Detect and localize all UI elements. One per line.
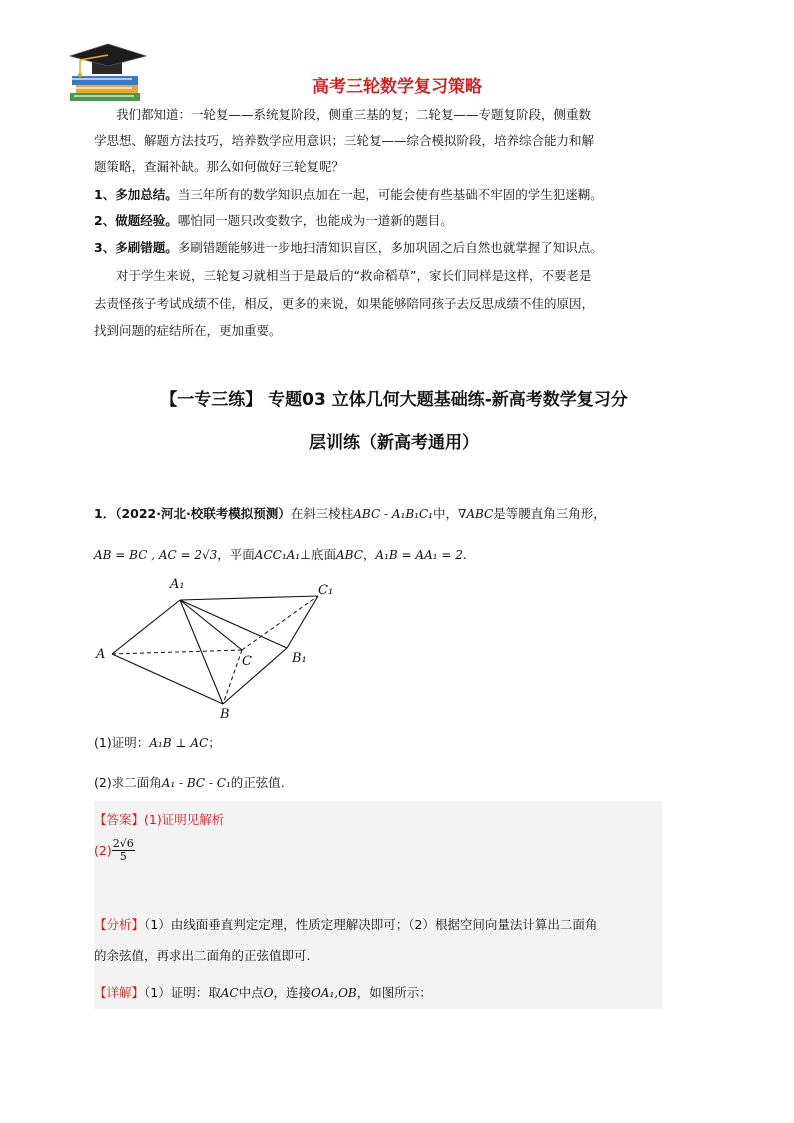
- math-triangle: ∇ABC: [457, 507, 494, 521]
- math-oa-ob: OA₁,OB: [310, 986, 357, 1000]
- tip-heading: 1、多加总结。: [94, 187, 178, 202]
- tip-1: [94, 188, 603, 202]
- analysis-text: （1）由线面垂直判定定理，性质定理解决即可；（2）根据空间向量法计算出二面角: [144, 917, 598, 932]
- answer-prefix: (2): [94, 843, 112, 858]
- intro-line: 对于学生来说，三轮复习就相当于是最后的“救命稻草”，家长们同样是这样，不要老是: [116, 268, 592, 283]
- analysis-label: 【分析】: [94, 917, 145, 932]
- math-statement: A₁ - BC - C₁: [161, 776, 231, 790]
- detail-text: ，连接: [273, 985, 311, 1000]
- question-source: （2022·河北·校联考模拟预测）: [115, 506, 291, 521]
- detail-text: （1）证明：取: [144, 985, 221, 1000]
- math-o: O: [263, 986, 274, 1000]
- answer-label: 【答案】: [94, 812, 145, 827]
- answer-fraction: [112, 838, 135, 863]
- label-b1: B₁: [292, 651, 307, 666]
- part-prefix: (2)求二面角: [94, 775, 162, 790]
- tip-heading: 3、多刷错题。: [94, 240, 178, 255]
- section-title-continued: 层训练（新高考通用）: [309, 433, 479, 453]
- label-c: C: [242, 654, 252, 669]
- math-statement: A₁B ⊥ AC: [149, 736, 209, 750]
- math-ac: AC: [220, 986, 239, 1000]
- tip-heading: 2、做题经验。: [94, 213, 178, 228]
- part-suffix: 的正弦值.: [230, 775, 285, 790]
- answer-line-2: [94, 838, 135, 863]
- label-a1: A₁: [170, 577, 185, 592]
- intro-line: 学思想、解题方法技巧，培养数学应用意识；三轮复——综合模拟阶段，培养综合能力和解: [94, 133, 595, 148]
- math-base: ABC: [336, 548, 363, 562]
- question-part-2: [94, 773, 285, 791]
- question-text: 中，: [432, 506, 458, 521]
- question-text: ，平面: [217, 547, 255, 562]
- fraction-denominator: 5: [119, 850, 127, 863]
- page-title: 高考三轮数学复习策略: [312, 77, 482, 97]
- detail-label: 【详解】: [94, 985, 145, 1000]
- detail-text: 中点: [238, 985, 264, 1000]
- detail-text: ，如图所示：: [356, 985, 432, 1000]
- prism-figure: [92, 568, 352, 720]
- label-c1: C₁: [318, 583, 334, 598]
- tip-body: 哪怕同一题只改变数字，也能成为一道新的题目。: [177, 213, 453, 228]
- answer-text: (1)证明见解析: [144, 812, 225, 827]
- question-text: 是等腰直角三角形，: [493, 506, 606, 521]
- question-number: 1．: [94, 506, 116, 521]
- intro-line: 去责怪孩子考试成绩不佳，相反，更多的来说，如果能够陪同孩子去反思成绩不佳的原因，: [94, 296, 595, 311]
- math-prism: ABC - A₁B₁C₁: [353, 507, 433, 521]
- question-text: 在斜三棱柱: [290, 506, 354, 521]
- detail-line: [94, 983, 432, 1001]
- part-suffix: ；: [208, 735, 221, 750]
- tip-body: 当三年所有的数学知识点加在一起，可能会使有些基础不牢固的学生犯迷糊。: [177, 187, 603, 202]
- part-prefix: (1)证明：: [94, 735, 150, 750]
- math-condition: A₁B = AA₁ = 2: [375, 548, 463, 562]
- label-b: B: [220, 707, 230, 720]
- answer-panel: [94, 801, 662, 1009]
- question-part-1: [94, 733, 221, 751]
- analysis-line-2: 的余弦值，再求出二面角的正弦值即可.: [94, 948, 311, 963]
- question-text: .: [462, 547, 467, 562]
- analysis-line-1: [94, 915, 597, 933]
- tip-body: 多刷错题能够进一步地扫清知识盲区，多加巩固之后自然也就掌握了知识点。: [177, 240, 603, 255]
- tip-3: [94, 241, 603, 255]
- intro-line: 我们都知道：一轮复——系统复阶段，侧重三基的复；二轮复——专题复阶段，侧重数: [116, 107, 592, 122]
- math-plane: ACC₁A₁: [254, 548, 301, 562]
- question-text: ，: [362, 547, 376, 562]
- label-a: A: [96, 647, 106, 662]
- intro-line: 找到问题的症结所在，更加重要。: [94, 323, 282, 338]
- math-condition: AB = BC , AC = 2√3: [94, 548, 218, 562]
- answer-line-1: [94, 810, 224, 828]
- question-stem: [94, 504, 606, 522]
- section-title: 【一专三练】 专题03 立体几何大题基础练-新高考数学复习分: [160, 390, 628, 410]
- fraction-numerator: 2√6: [112, 837, 134, 850]
- intro-line: 题策略，查漏补缺。那么如何做好三轮复呢？: [94, 159, 345, 174]
- tip-2: [94, 214, 453, 228]
- question-conditions: [94, 545, 467, 563]
- question-text: ⊥底面: [300, 547, 337, 562]
